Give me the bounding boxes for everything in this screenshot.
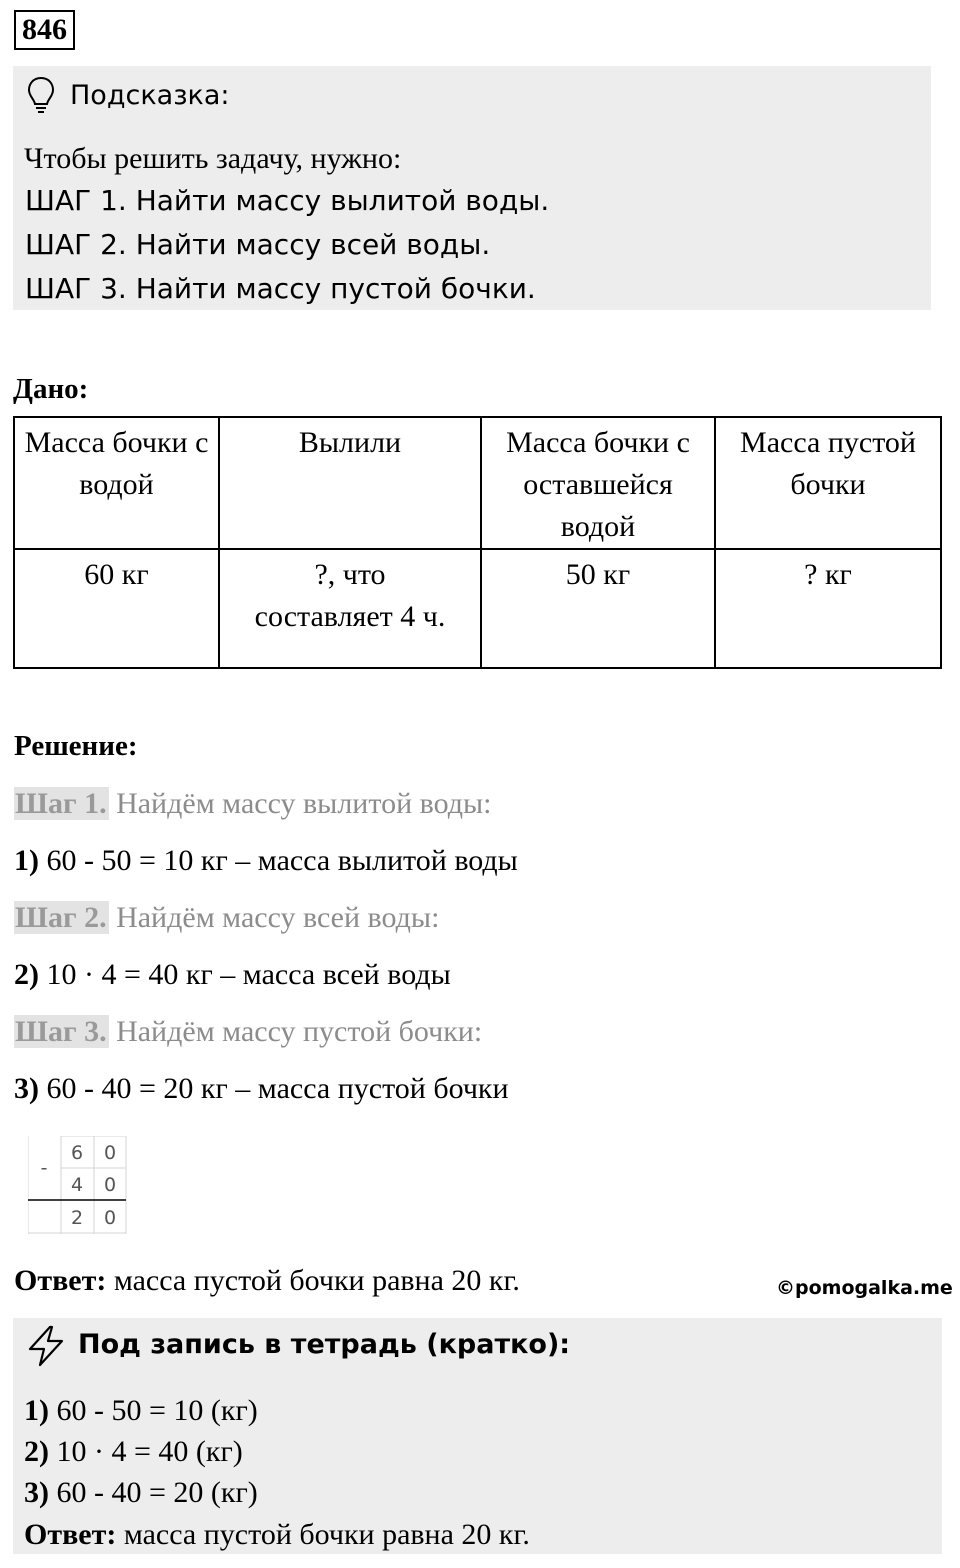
solution-step-3: [14, 1014, 482, 1050]
note-text: 60 - 40 = 20 (кг): [56, 1476, 258, 1509]
calc-line-2: [14, 957, 451, 993]
hint-step-label: ШАГ 2.: [25, 228, 127, 261]
solution-step-1: [14, 786, 491, 822]
calc-expression: 60 - 50 = 10 кг – масса вылитой воды: [46, 844, 518, 877]
note-number: 3): [24, 1476, 49, 1509]
step-tag: Шаг 1.: [15, 787, 107, 820]
hint-step-text: Найти массу вылитой воды.: [135, 184, 550, 217]
note-answer-label: Ответ:: [24, 1518, 117, 1551]
hint-step-label: ШАГ 3.: [25, 272, 127, 305]
notebook-title: Под запись в тетрадь (кратко):: [78, 1329, 571, 1360]
calc-number: 3): [14, 1072, 39, 1105]
step-text: Найдём массу пустой бочки:: [116, 1015, 483, 1048]
answer-label: Ответ:: [14, 1264, 107, 1297]
calc-line-1: [14, 843, 518, 879]
calc-expression: 10 · 4 = 40 кг – масса всей воды: [46, 958, 451, 991]
given-header-row: [14, 417, 941, 549]
given-header-cell: Масса бочки с оставшейся водой: [481, 417, 715, 549]
note-answer-text: масса пустой бочки равна 20 кг.: [123, 1518, 530, 1551]
hint-step-1: [25, 184, 549, 218]
hint-step-3: [25, 272, 536, 306]
given-header-cell: Вылили: [219, 417, 481, 549]
digit: 2: [70, 1207, 84, 1229]
given-value-cell: 60 кг: [14, 549, 219, 668]
solution-label: Решение:: [14, 730, 138, 762]
hint-step-text: Найти массу всей воды.: [135, 228, 491, 261]
digit: 0: [103, 1142, 117, 1164]
step-tag: Шаг 2.: [15, 901, 107, 934]
step-text: Найдём массу всей воды:: [116, 901, 440, 934]
given-table: [13, 416, 942, 669]
hint-intro: Чтобы решить задачу, нужно:: [24, 142, 402, 175]
lightning-icon: [26, 1325, 66, 1367]
given-header-cell: Масса бочки с водой: [14, 417, 219, 549]
minus-sign: -: [40, 1157, 48, 1179]
given-value-cell: ?, что составляет 4 ч.: [219, 549, 481, 668]
note-line-3: [24, 1473, 258, 1513]
digit: 0: [103, 1207, 117, 1229]
given-header-cell: Масса пустой бочки: [715, 417, 941, 549]
step-text: Найдём массу вылитой воды:: [116, 787, 492, 820]
calc-line-3: [14, 1071, 509, 1107]
note-answer: [24, 1515, 530, 1555]
given-value-cell: ? кг: [715, 549, 941, 668]
note-line-2: [24, 1432, 243, 1472]
digit: 0: [103, 1174, 117, 1196]
hint-step-label: ШАГ 1.: [25, 184, 127, 217]
problem-number: 846: [14, 10, 75, 50]
hint-step-text: Найти массу пустой бочки.: [135, 272, 536, 305]
digit: 4: [70, 1174, 84, 1196]
hint-step-2: [25, 228, 490, 262]
lightbulb-icon: [26, 75, 56, 115]
note-text: 10 · 4 = 40 (кг): [56, 1435, 243, 1468]
column-subtraction: [28, 1136, 128, 1234]
hint-title: Подсказка:: [70, 80, 230, 111]
note-text: 60 - 50 = 10 (кг): [56, 1394, 258, 1427]
digit: 6: [70, 1142, 84, 1164]
given-label: Дано:: [13, 373, 89, 405]
note-number: 2): [24, 1435, 49, 1468]
step-tag: Шаг 3.: [15, 1015, 107, 1048]
calc-expression: 60 - 40 = 20 кг – масса пустой бочки: [46, 1072, 509, 1105]
copyright: ©pomogalka.me: [776, 1277, 953, 1299]
note-number: 1): [24, 1394, 49, 1427]
calc-number: 2): [14, 958, 39, 991]
solution-step-2: [14, 900, 439, 936]
given-value-row: [14, 549, 941, 668]
answer-text: масса пустой бочки равна 20 кг.: [113, 1264, 520, 1297]
answer-line: [14, 1264, 520, 1298]
given-value-cell: 50 кг: [481, 549, 715, 668]
note-line-1: [24, 1391, 258, 1431]
calc-number: 1): [14, 844, 39, 877]
